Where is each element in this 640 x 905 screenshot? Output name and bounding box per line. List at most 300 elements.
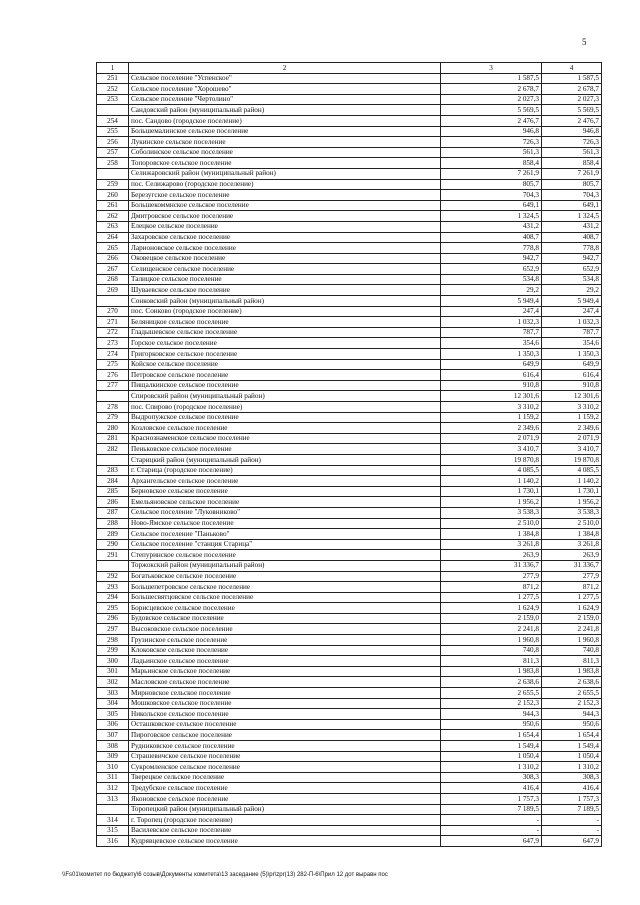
amount-cell: 31 336,7	[542, 560, 602, 571]
table-row	[97, 698, 602, 709]
settlement-name-cell: Грузинское сельское поселение	[129, 635, 441, 646]
row-number-cell: 267	[97, 264, 129, 275]
settlement-name-cell: Емельяновское сельское поселение	[129, 497, 441, 508]
amount-cell: 1 277,5	[441, 592, 542, 603]
row-number-cell: 286	[97, 497, 129, 508]
settlement-name-cell: Пироговское сельское поселение	[129, 730, 441, 741]
row-number-cell: 269	[97, 285, 129, 296]
amount-cell: 2 476,7	[542, 115, 602, 126]
amount-cell: 3 410,7	[542, 444, 602, 455]
table-row	[97, 719, 602, 730]
amount-cell: 277,9	[542, 571, 602, 582]
row-number-cell: 303	[97, 688, 129, 699]
amount-cell: 3 538,3	[542, 507, 602, 518]
row-number-cell	[97, 168, 129, 179]
table-row	[97, 94, 602, 105]
row-number-cell: 276	[97, 370, 129, 381]
row-number-cell: 258	[97, 158, 129, 169]
row-number-cell: 282	[97, 444, 129, 455]
row-number-cell	[97, 105, 129, 116]
settlement-name-cell: Кудрявцевское сельское поселение	[129, 836, 441, 847]
settlement-name-cell: г. Старица (городское поселение)	[129, 465, 441, 476]
amount-cell: 2 152,3	[441, 698, 542, 709]
settlement-name-cell: Краснознаменское сельское поселение	[129, 433, 441, 444]
amount-cell: 1 960,8	[441, 635, 542, 646]
row-number-cell: 298	[97, 635, 129, 646]
row-number-cell: 316	[97, 836, 129, 847]
amount-cell: 2 152,3	[542, 698, 602, 709]
settlement-name-cell: Рудниковское сельское поселение	[129, 741, 441, 752]
row-number-cell: 280	[97, 423, 129, 434]
row-number-cell: 284	[97, 476, 129, 487]
amount-cell: 12 301,6	[441, 391, 542, 402]
amount-cell: 1 324,5	[542, 211, 602, 222]
row-number-cell: 305	[97, 709, 129, 720]
amount-cell: 263,9	[441, 550, 542, 561]
amount-cell: 946,8	[441, 126, 542, 137]
amount-cell: 2 241,8	[542, 624, 602, 635]
amount-cell: 910,8	[542, 380, 602, 391]
amount-cell: 19 870,8	[542, 454, 602, 465]
row-number-cell: 255	[97, 126, 129, 137]
row-number-cell: 254	[97, 115, 129, 126]
settlement-name-cell: Тверецкое сельское поселение	[129, 772, 441, 783]
settlement-name-cell: Сельское поселение "станция Старица"	[129, 539, 441, 550]
table-row	[97, 645, 602, 656]
settlement-name-cell: Торопецкий район (муниципальный район)	[129, 804, 441, 815]
table-row	[97, 338, 602, 349]
amount-cell: 787,7	[441, 327, 542, 338]
amount-cell: 408,7	[542, 232, 602, 243]
row-number-cell: 256	[97, 137, 129, 148]
amount-cell: 652,9	[441, 264, 542, 275]
amount-cell: 1 050,4	[441, 751, 542, 762]
row-number-cell	[97, 804, 129, 815]
column-header: 4	[542, 63, 602, 74]
table-row	[97, 836, 602, 847]
row-number-cell: 311	[97, 772, 129, 783]
table-row	[97, 539, 602, 550]
table-row	[97, 613, 602, 624]
table-row	[97, 656, 602, 667]
table-row	[97, 783, 602, 794]
table-row	[97, 444, 602, 455]
row-number-cell: 259	[97, 179, 129, 190]
amount-cell: 561,3	[542, 147, 602, 158]
settlement-name-cell: Дмитровское сельское поселение	[129, 211, 441, 222]
amount-cell: 647,9	[542, 836, 602, 847]
amount-cell: 2 349,6	[542, 423, 602, 434]
table-row	[97, 486, 602, 497]
amount-cell: -	[542, 825, 602, 836]
settlement-name-cell: Оковецкое сельское поселение	[129, 253, 441, 264]
amount-cell: 308,3	[441, 772, 542, 783]
table-row	[97, 264, 602, 275]
row-number-cell: 285	[97, 486, 129, 497]
settlement-name-cell: Архангельское сельское поселение	[129, 476, 441, 487]
settlement-name-cell: Старицкий район (муниципальный район)	[129, 454, 441, 465]
settlement-name-cell: Сонковский район (муниципальный район)	[129, 296, 441, 307]
amount-cell: 2 027,3	[441, 94, 542, 105]
table-row	[97, 582, 602, 593]
column-header: 3	[441, 63, 542, 74]
amount-cell: 805,7	[441, 179, 542, 190]
row-number-cell: 272	[97, 327, 129, 338]
table-row	[97, 709, 602, 720]
amount-cell: 946,8	[542, 126, 602, 137]
settlement-name-cell: Горское сельское поселение	[129, 338, 441, 349]
amount-cell: 1 956,2	[542, 497, 602, 508]
amount-cell: 4 085,5	[542, 465, 602, 476]
row-number-cell: 274	[97, 349, 129, 360]
row-number-cell: 288	[97, 518, 129, 529]
table-row	[97, 688, 602, 699]
row-number-cell: 304	[97, 698, 129, 709]
table-row	[97, 571, 602, 582]
amount-cell: 7 261,9	[441, 168, 542, 179]
settlement-name-cell: Соболинское сельское поселение	[129, 147, 441, 158]
table-row	[97, 190, 602, 201]
row-number-cell: 253	[97, 94, 129, 105]
settlement-name-cell: Ладьинское сельское поселение	[129, 656, 441, 667]
amount-cell: 1 032,3	[441, 317, 542, 328]
amount-cell: 942,7	[441, 253, 542, 264]
amount-cell: 431,2	[441, 221, 542, 232]
row-number-cell: 261	[97, 200, 129, 211]
row-number-cell	[97, 296, 129, 307]
amount-cell: 3 261,8	[542, 539, 602, 550]
amount-cell: 858,4	[441, 158, 542, 169]
row-number-cell: 268	[97, 274, 129, 285]
amount-cell: 1 960,8	[542, 635, 602, 646]
table-row	[97, 211, 602, 222]
settlement-name-cell: Елецкое сельское поселение	[129, 221, 441, 232]
amount-cell: 247,4	[542, 306, 602, 317]
settlement-name-cell: Клоковское сельское поселение	[129, 645, 441, 656]
amount-cell: 910,8	[441, 380, 542, 391]
amount-cell: 1 310,2	[441, 762, 542, 773]
amount-cell: 811,3	[441, 656, 542, 667]
amount-cell: 2 027,3	[542, 94, 602, 105]
table-row	[97, 507, 602, 518]
settlement-name-cell: пос. Спирово (городское поселение)	[129, 402, 441, 413]
amount-cell: 1 654,4	[441, 730, 542, 741]
amount-cell: 416,4	[542, 783, 602, 794]
amount-cell: 1 140,2	[542, 476, 602, 487]
amount-cell: 408,7	[441, 232, 542, 243]
settlement-name-cell: Сельское поселение "Паньково"	[129, 529, 441, 540]
amount-cell: 1 587,5	[542, 73, 602, 84]
settlement-name-cell: Ново-Ямское сельское поселение	[129, 518, 441, 529]
table-row	[97, 232, 602, 243]
row-number-cell: 278	[97, 402, 129, 413]
amount-cell: 726,3	[441, 137, 542, 148]
table-row	[97, 380, 602, 391]
settlement-name-cell: Гладышевское сельское поселение	[129, 327, 441, 338]
row-number-cell: 273	[97, 338, 129, 349]
table-row	[97, 126, 602, 137]
table-row	[97, 666, 602, 677]
table-body	[97, 73, 602, 846]
settlement-name-cell: г. Торопец (городское поселение)	[129, 815, 441, 826]
amount-cell: 649,1	[441, 200, 542, 211]
settlement-name-cell: Березугское сельское поселение	[129, 190, 441, 201]
amount-cell: 3 538,3	[441, 507, 542, 518]
settlement-name-cell: Будовское сельское поселение	[129, 613, 441, 624]
amount-cell: 7 189,5	[441, 804, 542, 815]
settlement-name-cell: пос. Сонково (городское поселение)	[129, 306, 441, 317]
row-number-cell: 263	[97, 221, 129, 232]
amount-cell: 247,4	[441, 306, 542, 317]
amount-cell: 2 655,5	[542, 688, 602, 699]
row-number-cell: 265	[97, 243, 129, 254]
row-number-cell: 252	[97, 84, 129, 95]
amount-cell: 5 569,5	[441, 105, 542, 116]
row-number-cell: 271	[97, 317, 129, 328]
amount-cell: 2 638,6	[441, 677, 542, 688]
table-row	[97, 412, 602, 423]
settlement-name-cell: Борисцевское сельское поселение	[129, 603, 441, 614]
row-number-cell: 290	[97, 539, 129, 550]
settlement-name-cell: Никольское сельское поселение	[129, 709, 441, 720]
table-row	[97, 221, 602, 232]
amount-cell: 2 510,0	[441, 518, 542, 529]
amount-cell: 534,8	[542, 274, 602, 285]
amount-cell: 1 757,3	[441, 793, 542, 804]
table-row	[97, 529, 602, 540]
settlement-name-cell: Шуваевское сельское поселение	[129, 285, 441, 296]
table-row	[97, 317, 602, 328]
amount-cell: 1 757,3	[542, 793, 602, 804]
table-row	[97, 804, 602, 815]
row-number-cell: 257	[97, 147, 129, 158]
table-row	[97, 359, 602, 370]
amount-cell: 7 261,9	[542, 168, 602, 179]
settlement-name-cell: пос. Сандово (городское поселение)	[129, 115, 441, 126]
table-row	[97, 762, 602, 773]
settlement-name-cell: Мошковское сельское поселение	[129, 698, 441, 709]
settlement-name-cell: Сельское поселение "Луковниково"	[129, 507, 441, 518]
amount-cell: 5 569,5	[542, 105, 602, 116]
allocation-table	[96, 62, 602, 847]
amount-cell: 652,9	[542, 264, 602, 275]
row-number-cell: 297	[97, 624, 129, 635]
amount-cell: 1 730,1	[441, 486, 542, 497]
settlement-name-cell: Пеньковское сельское поселение	[129, 444, 441, 455]
settlement-name-cell: Василевское сельское поселение	[129, 825, 441, 836]
amount-cell: 3 310,2	[441, 402, 542, 413]
amount-cell: 944,3	[542, 709, 602, 720]
amount-cell: 726,3	[542, 137, 602, 148]
row-number-cell: 315	[97, 825, 129, 836]
table-row	[97, 730, 602, 741]
row-number-cell: 251	[97, 73, 129, 84]
row-number-cell: 302	[97, 677, 129, 688]
settlement-name-cell: Петровское сельское поселение	[129, 370, 441, 381]
settlement-name-cell: Койское сельское поселение	[129, 359, 441, 370]
amount-cell: 787,7	[542, 327, 602, 338]
table-row	[97, 370, 602, 381]
table-header-row	[97, 63, 602, 74]
amount-cell: -	[441, 815, 542, 826]
settlement-name-cell: Беляницкое сельское поселение	[129, 317, 441, 328]
amount-cell: 354,6	[441, 338, 542, 349]
amount-cell: 308,3	[542, 772, 602, 783]
amount-cell: 1 350,3	[441, 349, 542, 360]
table-row	[97, 635, 602, 646]
amount-cell: 1 587,5	[441, 73, 542, 84]
settlement-name-cell: Сандовский район (муниципальный район)	[129, 105, 441, 116]
amount-cell: 871,2	[542, 582, 602, 593]
table-row	[97, 815, 602, 826]
amount-cell: 7 189,5	[542, 804, 602, 815]
amount-cell: 2 655,5	[441, 688, 542, 699]
settlement-name-cell: Марьинское сельское поселение	[129, 666, 441, 677]
amount-cell: 1 654,4	[542, 730, 602, 741]
amount-cell: 811,3	[542, 656, 602, 667]
amount-cell: 263,9	[542, 550, 602, 561]
amount-cell: 1 384,8	[542, 529, 602, 540]
amount-cell: 2 071,9	[542, 433, 602, 444]
amount-cell: 647,9	[441, 836, 542, 847]
settlement-name-cell: Сукромленское сельское поселение	[129, 762, 441, 773]
amount-cell: 649,1	[542, 200, 602, 211]
amount-cell: 944,3	[441, 709, 542, 720]
table-row	[97, 306, 602, 317]
amount-cell: 2 159,0	[542, 613, 602, 624]
table-row	[97, 243, 602, 254]
row-number-cell: 295	[97, 603, 129, 614]
amount-cell: 704,3	[441, 190, 542, 201]
row-number-cell: 283	[97, 465, 129, 476]
amount-cell: -	[441, 825, 542, 836]
amount-cell: 858,4	[542, 158, 602, 169]
table-row	[97, 147, 602, 158]
table-row	[97, 677, 602, 688]
settlement-name-cell: Богатьковское сельское поселение	[129, 571, 441, 582]
amount-cell: 1 624,9	[542, 603, 602, 614]
settlement-name-cell: Яконовское сельское поселение	[129, 793, 441, 804]
table-row	[97, 465, 602, 476]
row-number-cell: 300	[97, 656, 129, 667]
table-row	[97, 84, 602, 95]
row-number-cell: 264	[97, 232, 129, 243]
row-number-cell	[97, 391, 129, 402]
settlement-name-cell: Топоровское сельское поселение	[129, 158, 441, 169]
amount-cell: 12 301,6	[542, 391, 602, 402]
table-row	[97, 105, 602, 116]
row-number-cell: 293	[97, 582, 129, 593]
table-row	[97, 200, 602, 211]
table-row	[97, 274, 602, 285]
table-row	[97, 476, 602, 487]
settlement-name-cell: Талицкое сельское поселение	[129, 274, 441, 285]
settlement-name-cell: Селижаровский район (муниципальный район)	[129, 168, 441, 179]
amount-cell: 3 310,2	[542, 402, 602, 413]
amount-cell: 871,2	[441, 582, 542, 593]
amount-cell: 2 678,7	[441, 84, 542, 95]
settlement-name-cell: Козловское сельское поселение	[129, 423, 441, 434]
row-number-cell: 310	[97, 762, 129, 773]
table-row	[97, 592, 602, 603]
amount-cell: 2 349,6	[441, 423, 542, 434]
settlement-name-cell: Масловское сельское поселение	[129, 677, 441, 688]
amount-cell: 2 159,0	[441, 613, 542, 624]
amount-cell: 649,9	[542, 359, 602, 370]
row-number-cell: 260	[97, 190, 129, 201]
amount-cell: 354,6	[542, 338, 602, 349]
amount-cell: 1 730,1	[542, 486, 602, 497]
table-row	[97, 158, 602, 169]
table-row	[97, 518, 602, 529]
table-row	[97, 168, 602, 179]
amount-cell: 5 949,4	[441, 296, 542, 307]
amount-cell: 1 624,9	[441, 603, 542, 614]
row-number-cell: 299	[97, 645, 129, 656]
amount-cell: 31 336,7	[441, 560, 542, 571]
table-row	[97, 137, 602, 148]
table-row	[97, 349, 602, 360]
table-row	[97, 115, 602, 126]
table-row	[97, 793, 602, 804]
table-row	[97, 402, 602, 413]
row-number-cell: 296	[97, 613, 129, 624]
amount-cell: 1 350,3	[542, 349, 602, 360]
amount-cell: 4 085,5	[441, 465, 542, 476]
table-row	[97, 391, 602, 402]
settlement-name-cell: Большепетровское сельское поселение	[129, 582, 441, 593]
settlement-name-cell: Пищалкинское сельское поселение	[129, 380, 441, 391]
table-row	[97, 253, 602, 264]
amount-cell: 2 638,6	[542, 677, 602, 688]
settlement-name-cell: Берновское сельское поселение	[129, 486, 441, 497]
amount-cell: 1 384,8	[441, 529, 542, 540]
row-number-cell: 289	[97, 529, 129, 540]
settlement-name-cell: Захаровское сельское поселение	[129, 232, 441, 243]
settlement-name-cell: Осташковское сельское поселение	[129, 719, 441, 730]
amount-cell: 740,8	[542, 645, 602, 656]
amount-cell: 416,4	[441, 783, 542, 794]
amount-cell: 1 324,5	[441, 211, 542, 222]
amount-cell: 1 983,8	[542, 666, 602, 677]
amount-cell: 277,9	[441, 571, 542, 582]
amount-cell: 1 549,4	[542, 741, 602, 752]
amount-cell: 1 159,2	[542, 412, 602, 423]
amount-cell: 29,2	[441, 285, 542, 296]
amount-cell: 2 510,0	[542, 518, 602, 529]
column-header: 2	[129, 63, 441, 74]
settlement-name-cell: Спировский район (муниципальный район)	[129, 391, 441, 402]
settlement-name-cell: Выдропужское сельское поселение	[129, 412, 441, 423]
amount-cell: 704,3	[542, 190, 602, 201]
row-number-cell: 292	[97, 571, 129, 582]
settlement-name-cell: Высоковское сельское поселение	[129, 624, 441, 635]
table-row	[97, 741, 602, 752]
settlement-name-cell: Большекоммнское сельское поселение	[129, 200, 441, 211]
amount-cell: 1 032,3	[542, 317, 602, 328]
amount-cell: 1 983,8	[441, 666, 542, 677]
settlement-name-cell: Степуринское сельское поселение	[129, 550, 441, 561]
amount-cell: 649,9	[441, 359, 542, 370]
amount-cell: 561,3	[441, 147, 542, 158]
table-row	[97, 285, 602, 296]
amount-cell: 3 410,7	[441, 444, 542, 455]
row-number-cell: 275	[97, 359, 129, 370]
settlement-name-cell: Страшевичское сельское поселение	[129, 751, 441, 762]
settlement-name-cell: Лукинское сельское поселение	[129, 137, 441, 148]
amount-cell: 950,6	[542, 719, 602, 730]
amount-cell: 2 071,9	[441, 433, 542, 444]
